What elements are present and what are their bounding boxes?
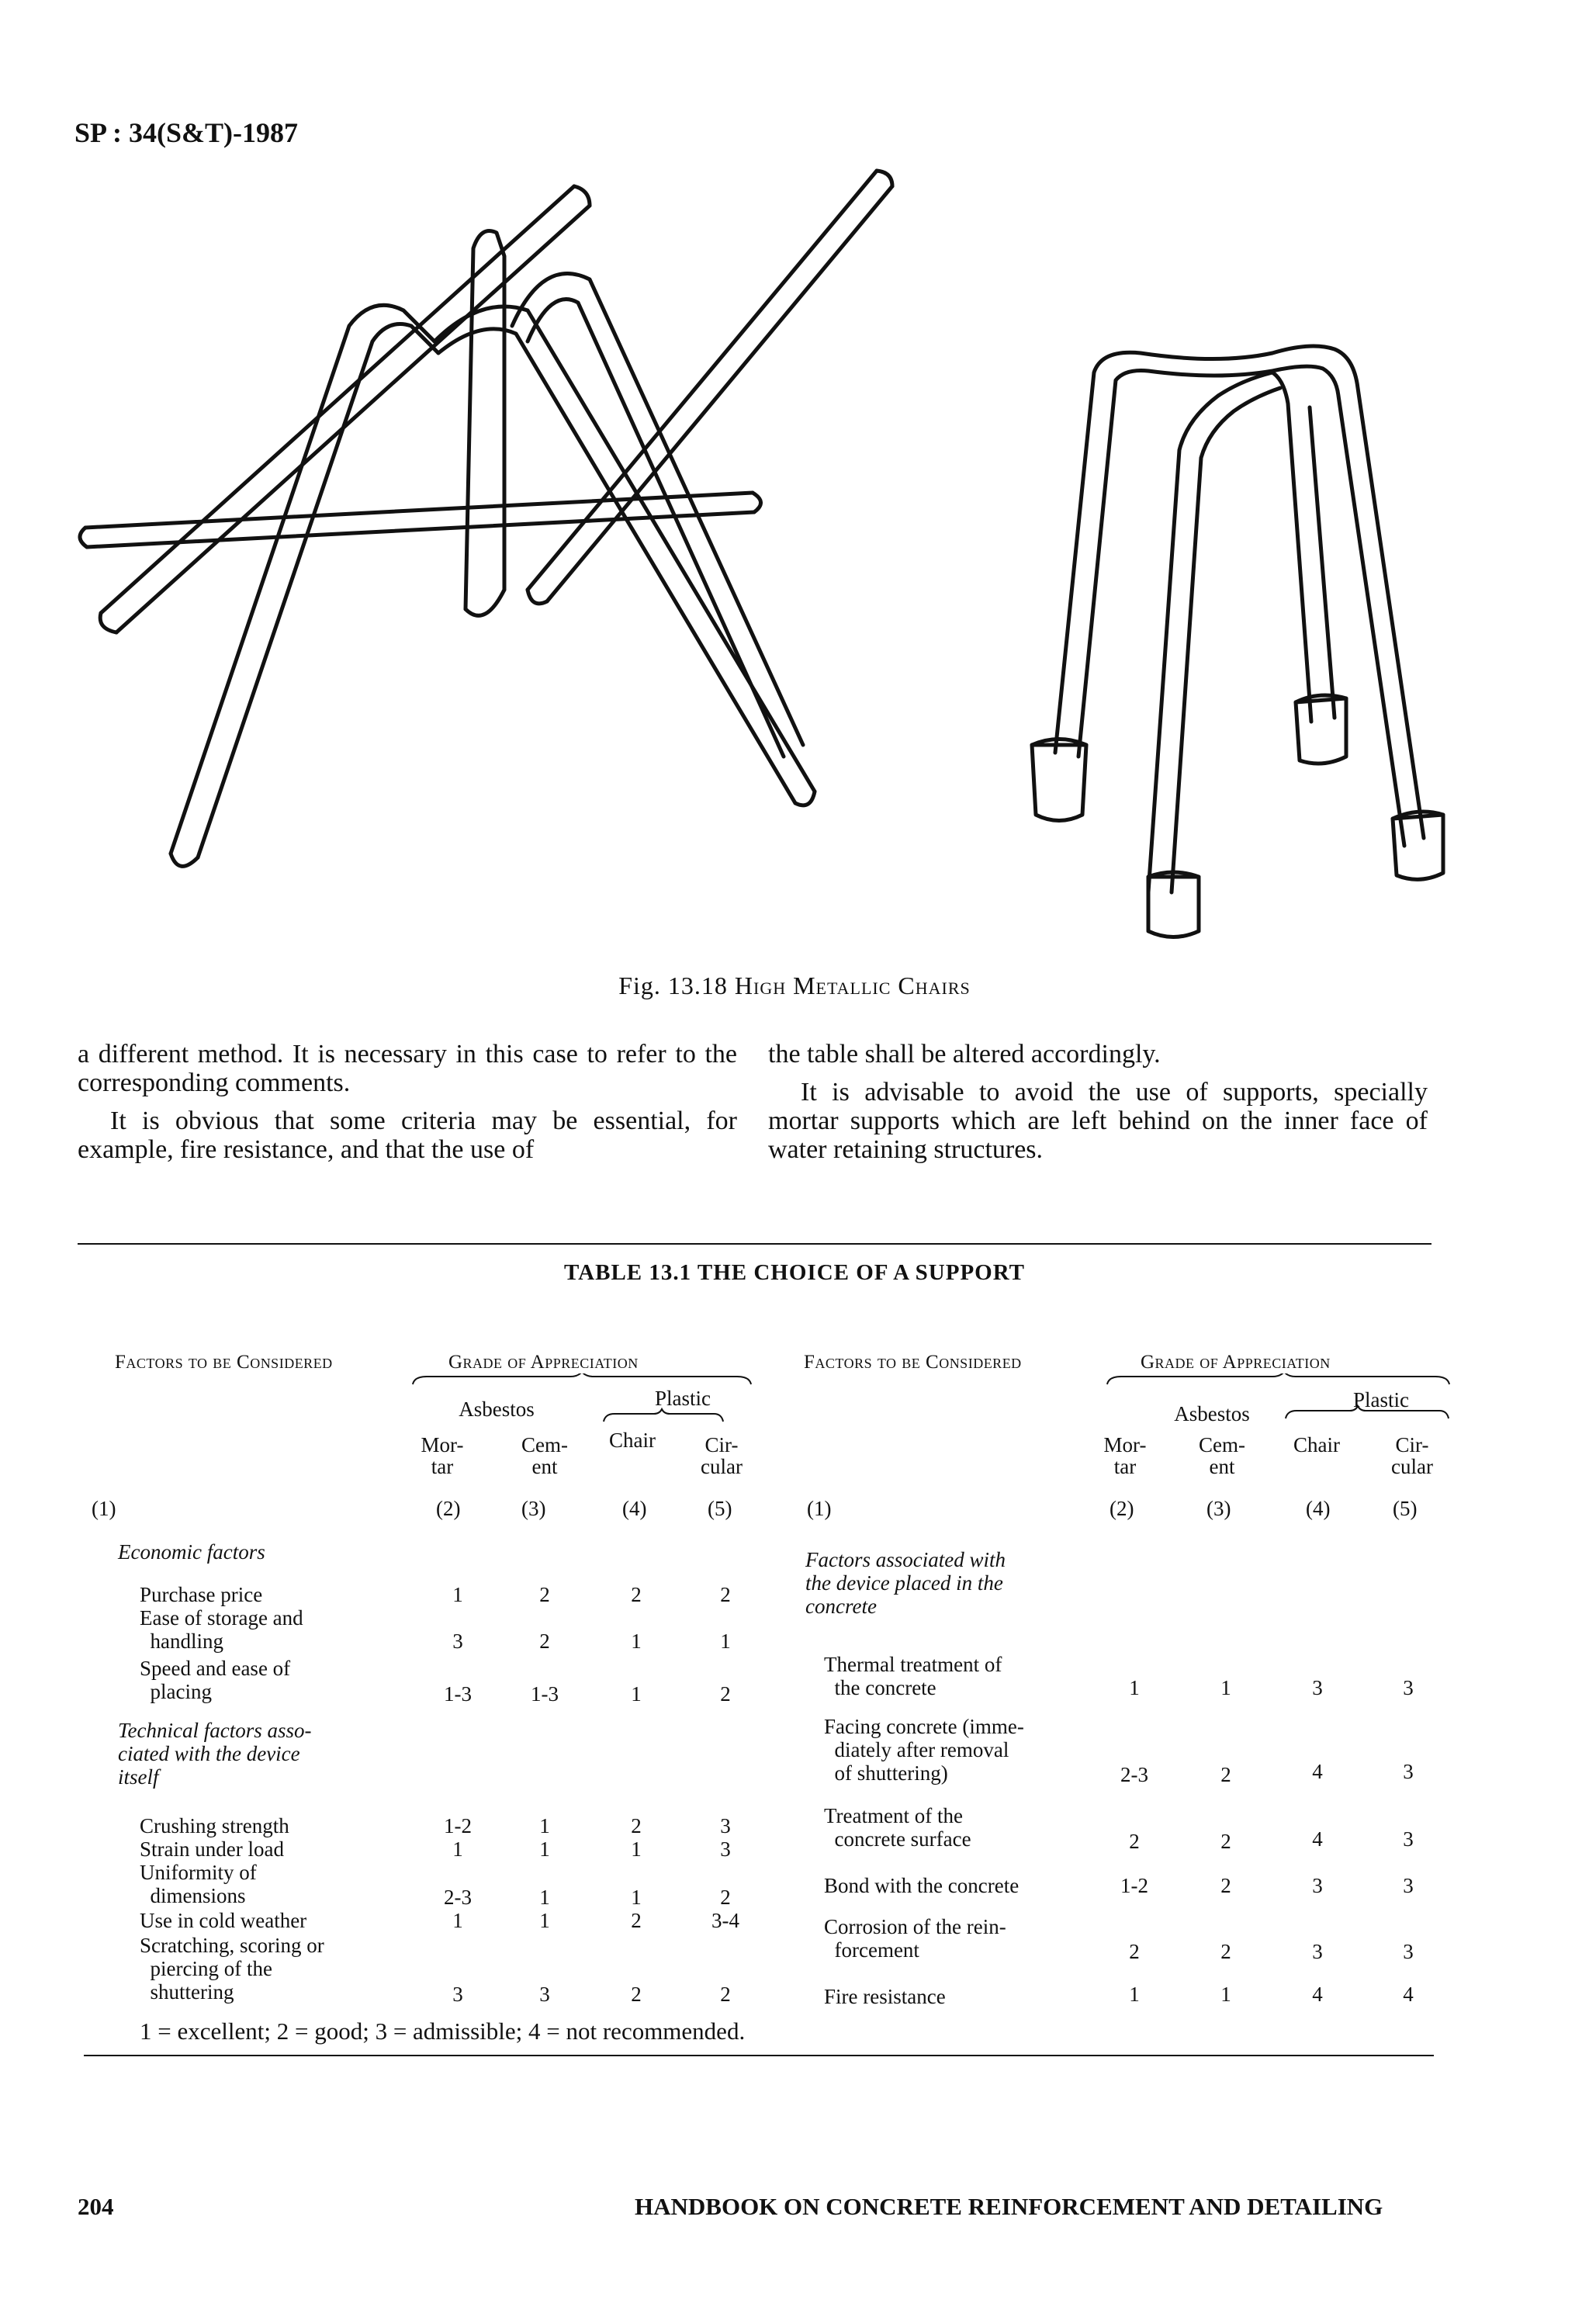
cell-chair: 3 — [1312, 1940, 1323, 1963]
cell-cement: 1-3 — [531, 1682, 559, 1706]
cell-mortar: 1 — [1129, 1676, 1140, 1699]
cell-mortar: 2 — [1129, 1940, 1140, 1963]
cell-cement: 3 — [539, 1983, 550, 2006]
cell-mortar: 3 — [452, 1630, 463, 1653]
row-label: Scratching, scoring or piercing of the shuttering — [140, 1934, 324, 2004]
cell-mortar: 1-2 — [444, 1814, 472, 1837]
col-number-5-left: (5) — [708, 1497, 732, 1520]
cell-chair: 1 — [631, 1886, 642, 1909]
text-column-left — [78, 1040, 737, 1173]
cell-circular: 3 — [1403, 1874, 1414, 1897]
cell-circular: 2 — [720, 1886, 731, 1909]
row-label: Treatment of the concrete surface — [824, 1804, 971, 1851]
cell-cement: 2 — [1220, 1940, 1231, 1963]
cell-mortar: 1-2 — [1120, 1874, 1148, 1897]
cell-cement: 2 — [1220, 1830, 1231, 1853]
cell-cement: 1 — [1220, 1676, 1231, 1699]
cell-cement: 1 — [539, 1886, 550, 1909]
cell-circular: 1 — [720, 1630, 731, 1653]
cell-circular: 3 — [1403, 1760, 1414, 1783]
chair-left-icon — [80, 171, 892, 866]
cell-circular: 2 — [720, 1983, 731, 2006]
high-metallic-chairs-figure — [78, 167, 1459, 951]
col-number-4-left: (4) — [622, 1497, 647, 1520]
cell-cement: 2 — [539, 1630, 550, 1653]
cell-chair: 4 — [1312, 1760, 1323, 1783]
footer-title: HANDBOOK ON CONCRETE REINFORCEMENT AND DETAILING — [635, 2193, 1383, 2220]
figure-caption-number: Fig. 13.18 — [618, 972, 728, 999]
col-chair-right: Chair — [1293, 1433, 1340, 1456]
cell-chair: 2 — [631, 1583, 642, 1606]
col-number-3-left: (3) — [521, 1497, 546, 1520]
row-label: Thermal treatment of the concrete — [824, 1653, 1002, 1699]
col-number-3-right: (3) — [1206, 1497, 1231, 1520]
col-number-2-left: (2) — [436, 1497, 461, 1520]
cell-cement: 2 — [1220, 1763, 1231, 1786]
cell-mortar: 1 — [452, 1583, 463, 1606]
row-label: Use in cold weather — [140, 1909, 307, 1932]
grade-header-right: Grade of Appreciation — [1141, 1352, 1331, 1373]
figure-caption-text: High Metallic Chairs — [734, 972, 971, 999]
cell-mortar: 1-3 — [444, 1682, 472, 1706]
factors-header-left: Factors to be Considered — [115, 1352, 333, 1373]
col-number-2-right: (2) — [1110, 1497, 1134, 1520]
col-circular-right: Cir- cular — [1391, 1433, 1433, 1478]
cell-chair: 3 — [1312, 1676, 1323, 1699]
col-circular-left: Cir- cular — [701, 1433, 743, 1478]
paragraph: It is advisable to avoid the use of supports, specially mortar supports which are left behind on the inner face of water retaining structures. — [768, 1078, 1428, 1164]
cell-mortar: 3 — [452, 1983, 463, 2006]
cell-cement: 1 — [1220, 1983, 1231, 2006]
document-code: SP : 34(S&T)-1987 — [74, 117, 298, 148]
cell-circular: 3 — [1403, 1676, 1414, 1699]
row-label: Purchase price — [140, 1583, 263, 1606]
cell-chair: 2 — [631, 1814, 642, 1837]
paragraph: It is obvious that some criteria may be essential, for example, fire resistance, and that the use of — [78, 1107, 737, 1164]
cell-chair: 4 — [1312, 1983, 1323, 2006]
cell-chair: 2 — [631, 1909, 642, 1932]
cell-circular: 4 — [1403, 1983, 1414, 2006]
col-number-1-left: (1) — [92, 1497, 116, 1520]
col-number-1-right: (1) — [807, 1497, 832, 1520]
cell-mortar: 1 — [452, 1909, 463, 1932]
grade-header-left: Grade of Appreciation — [448, 1352, 639, 1373]
cell-cement: 2 — [1220, 1874, 1231, 1897]
row-label: Fire resistance — [824, 1985, 946, 2008]
col-chair-left: Chair — [609, 1429, 656, 1452]
cell-chair: 3 — [1312, 1874, 1323, 1897]
col-cement-left: Cem- ent — [521, 1433, 568, 1478]
plastic-header-right: Plastic — [1353, 1388, 1409, 1411]
plastic-header-left: Plastic — [655, 1387, 711, 1410]
col-number-4-right: (4) — [1306, 1497, 1331, 1520]
figure-caption — [0, 972, 1589, 1000]
cell-cement: 1 — [539, 1837, 550, 1861]
cell-circular: 3 — [1403, 1940, 1414, 1963]
col-cement-right: Cem- ent — [1199, 1433, 1245, 1478]
row-label: Crushing strength — [140, 1814, 289, 1837]
asbestos-header-right: Asbestos — [1174, 1402, 1250, 1425]
table-top-rule — [78, 1243, 1431, 1245]
table-legend: 1 = excellent; 2 = good; 3 = admissible; 4 = not recommended. — [140, 2017, 746, 2045]
cell-circular: 3 — [1403, 1827, 1414, 1851]
col-number-5-right: (5) — [1393, 1497, 1418, 1520]
cell-circular: 3-4 — [711, 1909, 739, 1932]
table-title: TABLE 13.1 THE CHOICE OF A SUPPORT — [563, 1260, 1026, 1285]
text-column-right — [768, 1040, 1428, 1173]
row-label: Corrosion of the rein- forcement — [824, 1915, 1006, 1962]
cell-chair: 4 — [1312, 1827, 1323, 1851]
cell-mortar: 1 — [452, 1837, 463, 1861]
cell-chair: 1 — [631, 1682, 642, 1706]
section-economic-factors: Economic factors — [118, 1540, 265, 1564]
cell-circular: 2 — [720, 1682, 731, 1706]
cell-chair: 1 — [631, 1837, 642, 1861]
section-technical-factors: Technical factors asso- ciated with the device itself — [118, 1719, 312, 1789]
row-label: Ease of storage and handling — [140, 1606, 303, 1653]
row-label: Uniformity of dimensions — [140, 1861, 257, 1907]
row-label: Speed and ease of placing — [140, 1657, 291, 1703]
col-mortar-left: Mor- tar — [421, 1433, 464, 1478]
asbestos-header-left: Asbestos — [459, 1398, 535, 1421]
table-bottom-rule — [84, 2055, 1434, 2056]
cell-mortar: 2-3 — [444, 1886, 472, 1909]
cell-chair: 2 — [631, 1983, 642, 2006]
section-device-in-concrete: Factors associated with the device placed in the concrete — [805, 1548, 1006, 1618]
cell-mortar: 2 — [1129, 1830, 1140, 1853]
page-number: 204 — [78, 2193, 114, 2220]
row-label: Bond with the concrete — [824, 1874, 1020, 1897]
cell-chair: 1 — [631, 1630, 642, 1653]
cell-cement: 1 — [539, 1909, 550, 1932]
row-label: Strain under load — [140, 1837, 284, 1861]
cell-circular: 2 — [720, 1583, 731, 1606]
factors-header-right: Factors to be Considered — [804, 1352, 1022, 1373]
paragraph: a different method. It is necessary in this case to refer to the corresponding comments. — [78, 1040, 737, 1097]
cell-cement: 2 — [539, 1583, 550, 1606]
cell-circular: 3 — [720, 1837, 731, 1861]
chair-right-icon — [1032, 346, 1443, 937]
cell-mortar: 2-3 — [1120, 1763, 1148, 1786]
paragraph: the table shall be altered accordingly. — [768, 1040, 1161, 1068]
cell-cement: 1 — [539, 1814, 550, 1837]
row-label: Facing concrete (imme- diately after removal of shuttering) — [824, 1715, 1024, 1785]
cell-circular: 3 — [720, 1814, 731, 1837]
cell-mortar: 1 — [1129, 1983, 1140, 2006]
col-mortar-right: Mor- tar — [1103, 1433, 1147, 1478]
